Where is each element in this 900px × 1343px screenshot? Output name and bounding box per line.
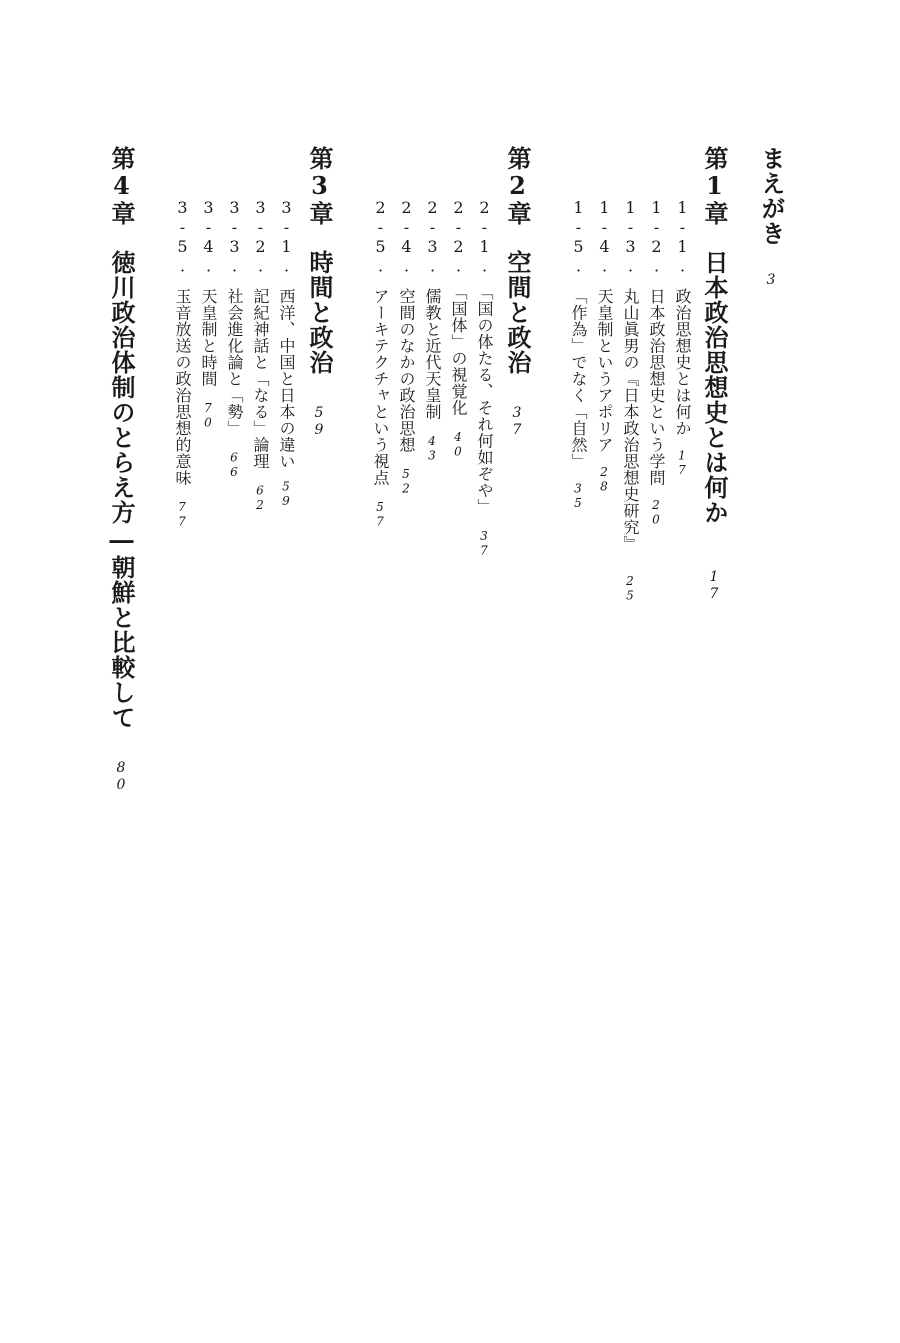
chapter-title: 空間と政治 <box>503 250 532 375</box>
section-page: 43 <box>425 434 439 463</box>
section-number: 3-2. <box>251 198 270 276</box>
chapter-label: 第1章 <box>700 146 729 226</box>
section-number: 1-2. <box>647 198 666 276</box>
section-title: 西洋、中国と日本の違い <box>277 288 296 470</box>
section-title: 政治思想史とは何か <box>673 288 692 437</box>
section-page: 17 <box>675 448 689 478</box>
section-entry <box>174 198 190 529</box>
section-number: 1-3. <box>621 198 640 276</box>
section-page: 77 <box>175 500 189 529</box>
section-entry <box>278 198 294 509</box>
section-entry <box>424 198 440 463</box>
chapter-1-heading <box>700 146 729 603</box>
chapter-title: 時間と政治 <box>305 250 334 375</box>
section-page: 37 <box>477 529 491 558</box>
section-title: 天皇制というアポリア <box>595 288 614 453</box>
section-number: 3-4. <box>199 198 218 276</box>
section-title: 丸山眞男の『日本政治思想史研究』 <box>621 288 640 552</box>
section-number: 1-1. <box>673 198 692 276</box>
section-page: 59 <box>279 479 293 509</box>
section-page: 28 <box>597 465 611 494</box>
chapter-label: 第2章 <box>503 146 532 226</box>
section-title: 「国体」の視覚化 <box>449 284 468 416</box>
section-page: 20 <box>649 498 663 527</box>
section-number: 2-1. <box>475 198 494 276</box>
section-entry <box>252 198 268 513</box>
chapter-2-heading <box>503 146 532 439</box>
section-title: 空間のなかの政治思想 <box>397 288 416 453</box>
section-page: 52 <box>399 467 413 496</box>
section-title: アーキテクチャという視点 <box>371 288 390 486</box>
section-entry <box>570 198 586 511</box>
section-entry <box>398 198 414 496</box>
section-entry <box>622 198 638 603</box>
section-title: 社会進化論と「勢」 <box>225 288 244 437</box>
section-entry <box>476 198 492 558</box>
section-number: 2-5. <box>371 198 390 276</box>
section-entry <box>226 198 242 480</box>
preface-entry <box>757 146 786 289</box>
section-number: 1-4. <box>595 198 614 276</box>
chapter-title: 日本政治思想史とは何か <box>700 250 729 525</box>
section-entry <box>674 198 690 478</box>
chapter-label: 第4章 <box>107 146 136 226</box>
preface-title: まえがき <box>757 146 786 246</box>
chapter-page: 59 <box>311 405 327 439</box>
section-page: 40 <box>451 430 465 459</box>
section-page: 25 <box>623 574 637 603</box>
section-title: 儒教と近代天皇制 <box>423 288 442 420</box>
chapter-page: 37 <box>509 405 525 439</box>
preface-page: 3 <box>763 272 779 289</box>
section-title: 「作為」でなく「自然」 <box>569 288 588 470</box>
section-number: 3-3. <box>225 198 244 276</box>
section-title: 玉音放送の政治思想的意味 <box>173 288 192 486</box>
section-page: 70 <box>201 401 215 430</box>
section-entry <box>450 198 466 459</box>
chapter-3-heading <box>305 146 334 439</box>
section-page: 66 <box>227 450 241 480</box>
chapter-page: 17 <box>706 569 722 603</box>
section-number: 2-4. <box>397 198 416 276</box>
section-number: 3-5. <box>173 198 192 276</box>
section-number: 2-2. <box>449 198 468 276</box>
section-entry <box>648 198 664 527</box>
section-page: 35 <box>571 481 585 511</box>
section-title: 天皇制と時間 <box>199 288 218 387</box>
section-number: 1-5. <box>569 198 588 276</box>
section-page: 57 <box>373 500 387 529</box>
section-title: 日本政治思想史という学問 <box>647 288 666 486</box>
chapter-title: 徳川政治体制のとらえ方―朝鮮と比較して <box>107 250 136 730</box>
section-number: 2-3. <box>423 198 442 276</box>
section-entry <box>596 198 612 494</box>
chapter-label: 第3章 <box>305 146 334 226</box>
section-number: 3-1. <box>277 198 296 276</box>
chapter-page: 80 <box>113 760 129 794</box>
section-entry <box>200 198 216 430</box>
section-title: 「国の体たる、それ何如ぞや」 <box>475 284 494 515</box>
section-title: 記紀神話と「なる」論理 <box>251 288 270 470</box>
chapter-4-heading <box>107 146 136 794</box>
section-entry <box>372 198 388 529</box>
section-page: 62 <box>253 483 267 513</box>
